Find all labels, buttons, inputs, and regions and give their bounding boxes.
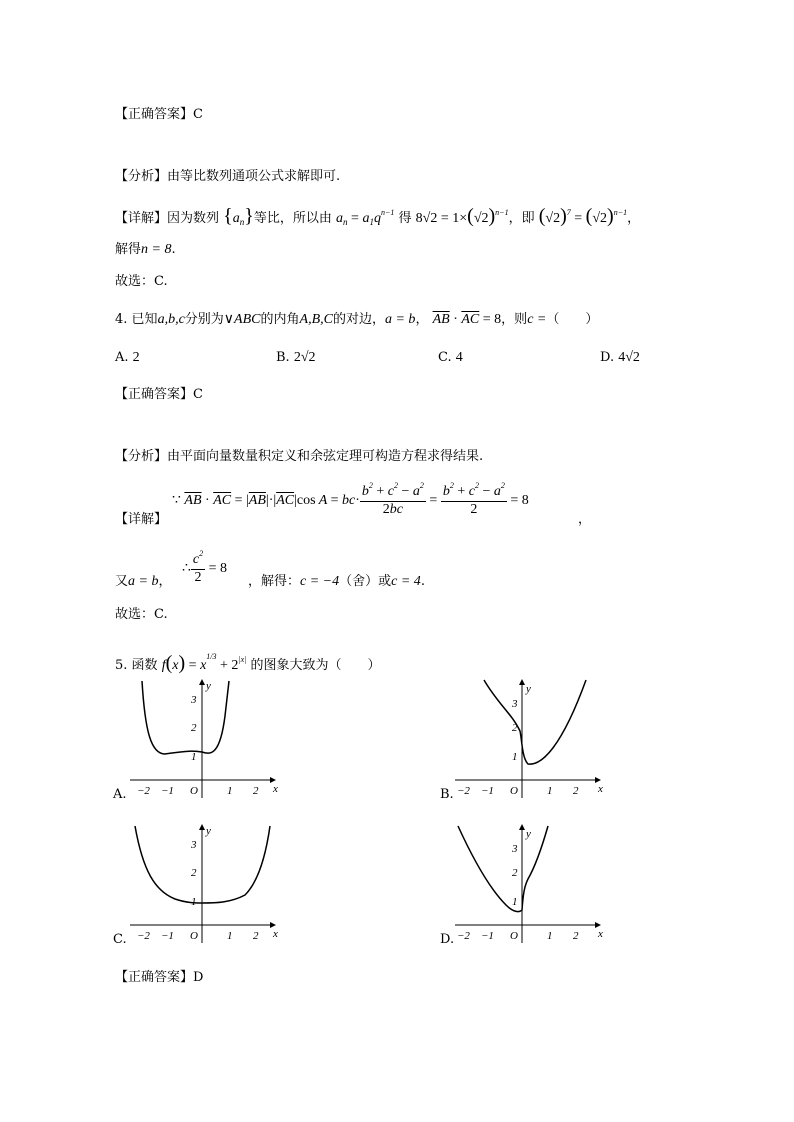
answer-value: C (193, 387, 203, 402)
tick-x: 1 (547, 785, 553, 797)
analysis-text: 由平面向量数量积定义和余弦定理可构造方程求得结果. (167, 449, 484, 464)
detail-text: . (420, 574, 425, 589)
tick-x: O (510, 930, 518, 942)
q3-solve-line: 解得n = 8. (115, 242, 176, 257)
answer-label: 【正确答案】 (115, 107, 194, 122)
tick-x: −1 (161, 785, 174, 797)
q4-option-d[interactable] (600, 350, 640, 366)
detail-solution-2: c = 4 (391, 574, 421, 589)
q4-option-b[interactable] (276, 350, 316, 366)
q3-choose-line: 故选：C. (115, 274, 168, 289)
graph-a[interactable] (125, 676, 285, 801)
graph-d[interactable] (450, 821, 610, 946)
tick-y: 3 (191, 839, 197, 851)
general-term-formula: $a_n = a_1q^{n-1}$ (336, 208, 395, 227)
q3-analysis-line (115, 165, 340, 184)
analysis-label: 【分析】 (115, 449, 168, 464)
axis-label-y: y (526, 828, 531, 840)
option-value: 2 (132, 350, 140, 365)
axis-label-y: y (206, 680, 211, 692)
tick-x: 2 (253, 930, 259, 942)
tick-y: 3 (512, 698, 518, 710)
tick-x: −2 (137, 785, 150, 797)
detail-label: 【详解】 (115, 211, 168, 226)
graph-a-label[interactable]: A. (113, 787, 127, 802)
answer-value: C (193, 107, 203, 122)
detail-text: 得 (398, 211, 412, 226)
tick-x: 2 (253, 785, 259, 797)
tick-y: 2 (191, 867, 197, 879)
tick-x: −2 (457, 785, 470, 797)
tick-x: −1 (481, 930, 494, 942)
stem-text: 的内角 (260, 312, 300, 327)
stem-text: 分别为 (184, 312, 224, 327)
option-value: 4√2 (618, 350, 640, 365)
detail-text: （舍）或 (339, 574, 392, 589)
axis-label-x: x (598, 783, 603, 795)
analysis-label: 【分析】 (115, 169, 168, 184)
q4-detail-line-2 (115, 570, 171, 590)
stem-text: 的图象大致为（ ） (250, 658, 381, 673)
dot-product-condition: $\overline{AB} \cdot \overline{AC} = 8$ (432, 312, 502, 327)
axis-label-x: x (273, 783, 278, 795)
tick-y: 2 (512, 722, 518, 734)
tick-y: 1 (191, 896, 197, 908)
stem-text: ， (415, 312, 429, 327)
axis-label-y: y (206, 825, 211, 837)
tick-y: 3 (191, 694, 197, 706)
q4-detail-line-2b (248, 570, 425, 590)
tick-x: O (190, 930, 198, 942)
tick-x: −1 (481, 785, 494, 797)
stem-text: 已知 (131, 312, 158, 327)
solve-value: n = 8 (141, 242, 172, 257)
axis-label-y: y (526, 683, 531, 695)
tick-x: 1 (227, 785, 233, 797)
tick-y: 2 (191, 722, 197, 734)
detail-text: 等比，所以由 (253, 211, 332, 226)
tick-y: 2 (512, 867, 518, 879)
equation-2: $(√2)^7 = (√2)^{n-1}$ (538, 205, 628, 227)
detail-condition: a = b (128, 574, 159, 589)
q4-answer-line (115, 383, 203, 402)
option-label: B. (276, 350, 290, 365)
tick-y: 1 (191, 751, 197, 763)
option-label: A. (115, 350, 129, 365)
q3-answer-line (115, 103, 203, 122)
question-number: 5. (115, 658, 128, 673)
analysis-text: 由等比数列通项公式求解即可. (167, 169, 341, 184)
option-label: C. (438, 350, 452, 365)
stem-text: 的对边， (332, 312, 385, 327)
detail-text: ， (158, 574, 172, 589)
tick-x: −2 (457, 930, 470, 942)
q4-detail-label: 【详解】 (115, 512, 168, 527)
graph-c[interactable] (125, 821, 285, 946)
tick-x: 2 (573, 930, 579, 942)
tick-x: 2 (573, 785, 579, 797)
tick-x: 1 (227, 930, 233, 942)
q4-option-a[interactable] (115, 350, 140, 366)
graph-d-label[interactable]: D. (440, 932, 455, 947)
q5-answer-line (115, 966, 203, 985)
q4-choose-line: 故选：C. (115, 607, 168, 622)
comma: ， (578, 512, 592, 527)
stem-triangle: ∨ABC (223, 312, 261, 327)
detail-solution-1: c = −4 (300, 574, 340, 589)
tick-y: 1 (512, 751, 518, 763)
curve (458, 826, 548, 912)
equation-1: $8√2 = 1\times(√2)^{n-1}$ (415, 205, 509, 227)
q4-analysis-line (115, 445, 483, 464)
solve-text: 解得 (115, 242, 142, 257)
option-label: D. (600, 350, 615, 365)
curve (484, 680, 586, 764)
tick-x: −2 (137, 930, 150, 942)
q4-c-square-fraction: ∴ $\frac{c^2}{2}$ = 8 (182, 549, 228, 585)
stem-text: 函数 (131, 658, 158, 673)
detail-text: 因为数列 (167, 211, 220, 226)
graph-b-label[interactable]: B. (440, 787, 454, 802)
detail-text: 又 (115, 574, 129, 589)
q5-stem (115, 652, 381, 675)
detail-text: ，即 (508, 211, 535, 226)
answer-label: 【正确答案】 (115, 387, 194, 402)
option-value: 2√2 (293, 350, 316, 365)
stem-condition: a = b (384, 312, 416, 327)
q4-stem (115, 308, 598, 328)
option-value: 4 (455, 350, 463, 365)
function-formula: $f(x) = x^{1/3} + 2^{|x|}$ (161, 652, 247, 674)
curve (142, 681, 229, 754)
detail-text: ， (627, 211, 641, 226)
q3-detail-line (115, 205, 640, 228)
sequence-formula: $\{a_n\}$ (223, 205, 254, 227)
tick-y: 1 (512, 896, 518, 908)
detail-text: ，解得： (248, 574, 301, 589)
answer-label: 【正确答案】 (115, 970, 194, 985)
question-number: 4. (115, 312, 128, 327)
tick-x: O (510, 785, 518, 797)
q4-option-c[interactable] (438, 350, 463, 366)
tick-x: 1 (547, 930, 553, 942)
tick-x: O (190, 785, 198, 797)
q4-detail-formula: ∵ $\overline{AB} \cdot \overline{AC} = |\overline{AB}|\cdot|\overline{AC}|\cos$ A = bc· $\frac{b^2 + c^2 - a^2}{2bc}$ = $\frac{b^2 + c^2 - a^2}{2}$ = 8 (172, 481, 529, 517)
graph-b[interactable] (450, 676, 610, 801)
graph-c-label[interactable]: C. (113, 932, 127, 947)
stem-text: ，则 (501, 312, 528, 327)
stem-angles: A,B,C (299, 312, 333, 327)
stem-unknown: c = (527, 312, 547, 327)
tick-y: 3 (512, 843, 518, 855)
stem-vars: a,b,c (157, 312, 185, 327)
axis-label-x: x (273, 928, 278, 940)
tick-x: −1 (161, 930, 174, 942)
answer-value: D (193, 970, 204, 985)
stem-paren: （ ） (546, 312, 599, 327)
axis-label-x: x (598, 928, 603, 940)
